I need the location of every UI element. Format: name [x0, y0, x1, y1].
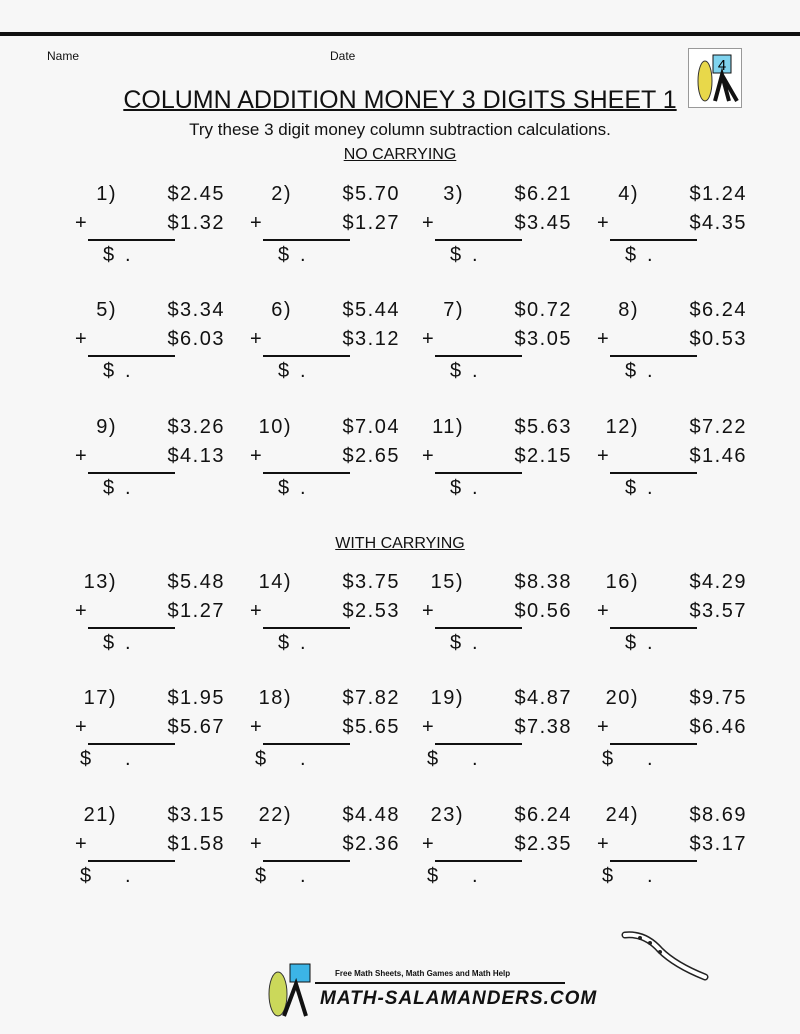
problem-number: 13)	[83, 571, 117, 593]
problem-4	[547, 183, 747, 266]
answer-dollar[interactable]: $	[80, 748, 93, 770]
footer-site: MATH-SALAMANDERS.COM	[320, 988, 598, 1009]
addend-top: $5.63	[514, 416, 572, 438]
answer-decimal[interactable]: .	[472, 244, 480, 266]
addend-top: $3.75	[342, 571, 400, 593]
problem-number: 6)	[271, 299, 292, 321]
sum-line	[435, 860, 522, 862]
footer-logo-icon	[262, 960, 322, 1025]
plus-sign: +	[422, 833, 436, 855]
section-heading-with-carrying: WITH CARRYING	[335, 535, 465, 552]
addend-bottom: $3.05	[514, 328, 572, 350]
footer-tagline: Free Math Sheets, Math Games and Math Help	[335, 969, 511, 978]
footer-rule	[315, 982, 565, 984]
top-rule	[0, 32, 800, 36]
problem-number: 21)	[83, 804, 117, 826]
answer-decimal[interactable]: .	[472, 360, 480, 382]
addend-bottom: $0.56	[514, 600, 572, 622]
answer-decimal[interactable]: .	[125, 477, 133, 499]
sum-line	[88, 743, 175, 745]
answer-dollar[interactable]: $	[625, 360, 638, 382]
answer-dollar[interactable]: $	[278, 477, 291, 499]
addend-bottom: $1.46	[689, 445, 747, 467]
sum-line	[610, 472, 697, 474]
answer-decimal[interactable]: .	[300, 244, 308, 266]
problem-number: 3)	[443, 183, 464, 205]
problem-15	[372, 571, 572, 654]
sum-line	[88, 627, 175, 629]
answer-dollar[interactable]: $	[625, 244, 638, 266]
problem-11	[372, 416, 572, 499]
addend-bottom: $2.36	[342, 833, 400, 855]
sum-line	[435, 743, 522, 745]
answer-dollar[interactable]: $	[103, 360, 116, 382]
addend-top: $6.24	[689, 299, 747, 321]
problem-8	[547, 299, 747, 382]
sum-line	[610, 627, 697, 629]
problem-9	[25, 416, 225, 499]
answer-decimal[interactable]: .	[647, 360, 655, 382]
plus-sign: +	[250, 212, 264, 234]
sum-line	[263, 472, 350, 474]
problem-number: 18)	[258, 687, 292, 709]
addend-top: $6.21	[514, 183, 572, 205]
addend-bottom: $1.32	[167, 212, 225, 234]
addend-top: $3.26	[167, 416, 225, 438]
addend-top: $4.48	[342, 804, 400, 826]
addend-top: $5.44	[342, 299, 400, 321]
salamander-drawing-icon	[605, 925, 715, 995]
problem-21	[25, 804, 225, 887]
plus-sign: +	[250, 445, 264, 467]
addend-bottom: $4.13	[167, 445, 225, 467]
problem-number: 4)	[618, 183, 639, 205]
problem-number: 10)	[258, 416, 292, 438]
addend-top: $4.29	[689, 571, 747, 593]
answer-dollar[interactable]: $	[602, 865, 615, 887]
answer-decimal[interactable]: .	[300, 477, 308, 499]
problem-7	[372, 299, 572, 382]
plus-sign: +	[422, 328, 436, 350]
addend-bottom: $5.67	[167, 716, 225, 738]
addend-top: $8.69	[689, 804, 747, 826]
addend-top: $0.72	[514, 299, 572, 321]
sum-line	[435, 472, 522, 474]
sum-line	[610, 743, 697, 745]
plus-sign: +	[75, 716, 89, 738]
sum-line	[610, 239, 697, 241]
problem-number: 5)	[96, 299, 117, 321]
problem-16	[547, 571, 747, 654]
problem-number: 9)	[96, 416, 117, 438]
addend-bottom: $1.27	[342, 212, 400, 234]
problem-number: 7)	[443, 299, 464, 321]
answer-decimal[interactable]: .	[125, 865, 133, 887]
addend-bottom: $6.03	[167, 328, 225, 350]
answer-decimal[interactable]: .	[300, 360, 308, 382]
problem-number: 14)	[258, 571, 292, 593]
problem-number: 1)	[96, 183, 117, 205]
problem-12	[547, 416, 747, 499]
sum-line	[263, 355, 350, 357]
plus-sign: +	[597, 445, 611, 467]
problem-14	[200, 571, 400, 654]
answer-dollar[interactable]: $	[103, 477, 116, 499]
answer-decimal[interactable]: .	[472, 748, 480, 770]
addend-bottom: $0.53	[689, 328, 747, 350]
answer-decimal[interactable]: .	[125, 748, 133, 770]
plus-sign: +	[597, 833, 611, 855]
answer-decimal[interactable]: .	[300, 865, 308, 887]
answer-dollar[interactable]: $	[255, 748, 268, 770]
addend-bottom: $6.46	[689, 716, 747, 738]
sum-line	[610, 860, 697, 862]
sum-line	[88, 860, 175, 862]
problem-number: 22)	[258, 804, 292, 826]
sum-line	[435, 627, 522, 629]
answer-dollar[interactable]: $	[602, 748, 615, 770]
answer-dollar[interactable]: $	[278, 244, 291, 266]
sum-line	[263, 627, 350, 629]
addend-bottom: $4.35	[689, 212, 747, 234]
problem-5	[25, 299, 225, 382]
plus-sign: +	[75, 600, 89, 622]
plus-sign: +	[422, 716, 436, 738]
answer-decimal[interactable]: .	[647, 477, 655, 499]
answer-dollar[interactable]: $	[278, 360, 291, 382]
problem-number: 8)	[618, 299, 639, 321]
answer-decimal[interactable]: .	[300, 632, 308, 654]
name-label: Name	[47, 49, 80, 63]
problem-18	[200, 687, 400, 770]
plus-sign: +	[422, 212, 436, 234]
problem-number: 24)	[605, 804, 639, 826]
problem-number: 19)	[430, 687, 464, 709]
sum-line	[88, 355, 175, 357]
plus-sign: +	[75, 833, 89, 855]
addend-top: $6.24	[514, 804, 572, 826]
answer-dollar[interactable]: $	[278, 632, 291, 654]
answer-dollar[interactable]: $	[427, 865, 440, 887]
plus-sign: +	[250, 833, 264, 855]
answer-decimal[interactable]: .	[125, 632, 133, 654]
plus-sign: +	[75, 328, 89, 350]
addend-bottom: $2.53	[342, 600, 400, 622]
addend-top: $3.15	[167, 804, 225, 826]
problem-1	[25, 183, 225, 266]
sum-line	[88, 239, 175, 241]
answer-dollar[interactable]: $	[450, 632, 463, 654]
answer-dollar[interactable]: $	[625, 477, 638, 499]
addend-top: $2.45	[167, 183, 225, 205]
addend-top: $8.38	[514, 571, 572, 593]
addend-top: $1.24	[689, 183, 747, 205]
problem-number: 17)	[83, 687, 117, 709]
problem-number: 23)	[430, 804, 464, 826]
answer-dollar[interactable]: $	[450, 477, 463, 499]
addend-bottom: $2.35	[514, 833, 572, 855]
addend-bottom: $2.65	[342, 445, 400, 467]
addend-top: $9.75	[689, 687, 747, 709]
sum-line	[435, 239, 522, 241]
sum-line	[88, 472, 175, 474]
addend-top: $5.48	[167, 571, 225, 593]
plus-sign: +	[250, 600, 264, 622]
page-title: COLUMN ADDITION MONEY 3 DIGITS SHEET 1	[123, 86, 677, 114]
problem-number: 2)	[271, 183, 292, 205]
problem-19	[372, 687, 572, 770]
addend-bottom: $5.65	[342, 716, 400, 738]
answer-decimal[interactable]: .	[472, 865, 480, 887]
addend-top: $3.34	[167, 299, 225, 321]
instructions: Try these 3 digit money column subtraction calculations.	[189, 120, 611, 139]
addend-top: $7.04	[342, 416, 400, 438]
date-label: Date	[330, 49, 356, 63]
answer-decimal[interactable]: .	[125, 360, 133, 382]
addend-top: $4.87	[514, 687, 572, 709]
sum-line	[263, 860, 350, 862]
problem-3	[372, 183, 572, 266]
plus-sign: +	[597, 716, 611, 738]
addend-top: $1.95	[167, 687, 225, 709]
logo-grade: 4	[717, 57, 727, 74]
problem-20	[547, 687, 747, 770]
answer-dollar[interactable]: $	[625, 632, 638, 654]
answer-dollar[interactable]: $	[255, 865, 268, 887]
problem-10	[200, 416, 400, 499]
addend-top: $7.22	[689, 416, 747, 438]
answer-decimal[interactable]: .	[125, 244, 133, 266]
answer-dollar[interactable]: $	[103, 244, 116, 266]
sum-line	[610, 355, 697, 357]
problem-number: 20)	[605, 687, 639, 709]
addend-bottom: $3.12	[342, 328, 400, 350]
answer-decimal[interactable]: .	[472, 477, 480, 499]
plus-sign: +	[597, 212, 611, 234]
addend-bottom: $2.15	[514, 445, 572, 467]
answer-decimal[interactable]: .	[647, 748, 655, 770]
addend-top: $5.70	[342, 183, 400, 205]
problem-2	[200, 183, 400, 266]
plus-sign: +	[597, 328, 611, 350]
addend-bottom: $3.45	[514, 212, 572, 234]
answer-decimal[interactable]: .	[647, 865, 655, 887]
plus-sign: +	[250, 328, 264, 350]
answer-dollar[interactable]: $	[103, 632, 116, 654]
problem-number: 12)	[605, 416, 639, 438]
problem-number: 15)	[430, 571, 464, 593]
addend-bottom: $1.58	[167, 833, 225, 855]
answer-decimal[interactable]: .	[647, 632, 655, 654]
addend-bottom: $3.17	[689, 833, 747, 855]
problem-17	[25, 687, 225, 770]
addend-bottom: $7.38	[514, 716, 572, 738]
plus-sign: +	[597, 600, 611, 622]
problem-23	[372, 804, 572, 887]
sum-line	[263, 239, 350, 241]
plus-sign: +	[250, 716, 264, 738]
section-heading-no-carrying: NO CARRYING	[343, 146, 457, 163]
problem-6	[200, 299, 400, 382]
sum-line	[263, 743, 350, 745]
addend-bottom: $3.57	[689, 600, 747, 622]
problem-22	[200, 804, 400, 887]
answer-dollar[interactable]: $	[427, 748, 440, 770]
answer-dollar[interactable]: $	[80, 865, 93, 887]
plus-sign: +	[422, 445, 436, 467]
plus-sign: +	[75, 445, 89, 467]
answer-decimal[interactable]: .	[472, 632, 480, 654]
answer-dollar[interactable]: $	[450, 244, 463, 266]
answer-dollar[interactable]: $	[450, 360, 463, 382]
problem-number: 11)	[432, 416, 464, 438]
addend-bottom: $1.27	[167, 600, 225, 622]
plus-sign: +	[75, 212, 89, 234]
addend-top: $7.82	[342, 687, 400, 709]
plus-sign: +	[422, 600, 436, 622]
answer-decimal[interactable]: .	[300, 748, 308, 770]
problem-13	[25, 571, 225, 654]
answer-decimal[interactable]: .	[647, 244, 655, 266]
problem-24	[547, 804, 747, 887]
sum-line	[435, 355, 522, 357]
problem-number: 16)	[605, 571, 639, 593]
